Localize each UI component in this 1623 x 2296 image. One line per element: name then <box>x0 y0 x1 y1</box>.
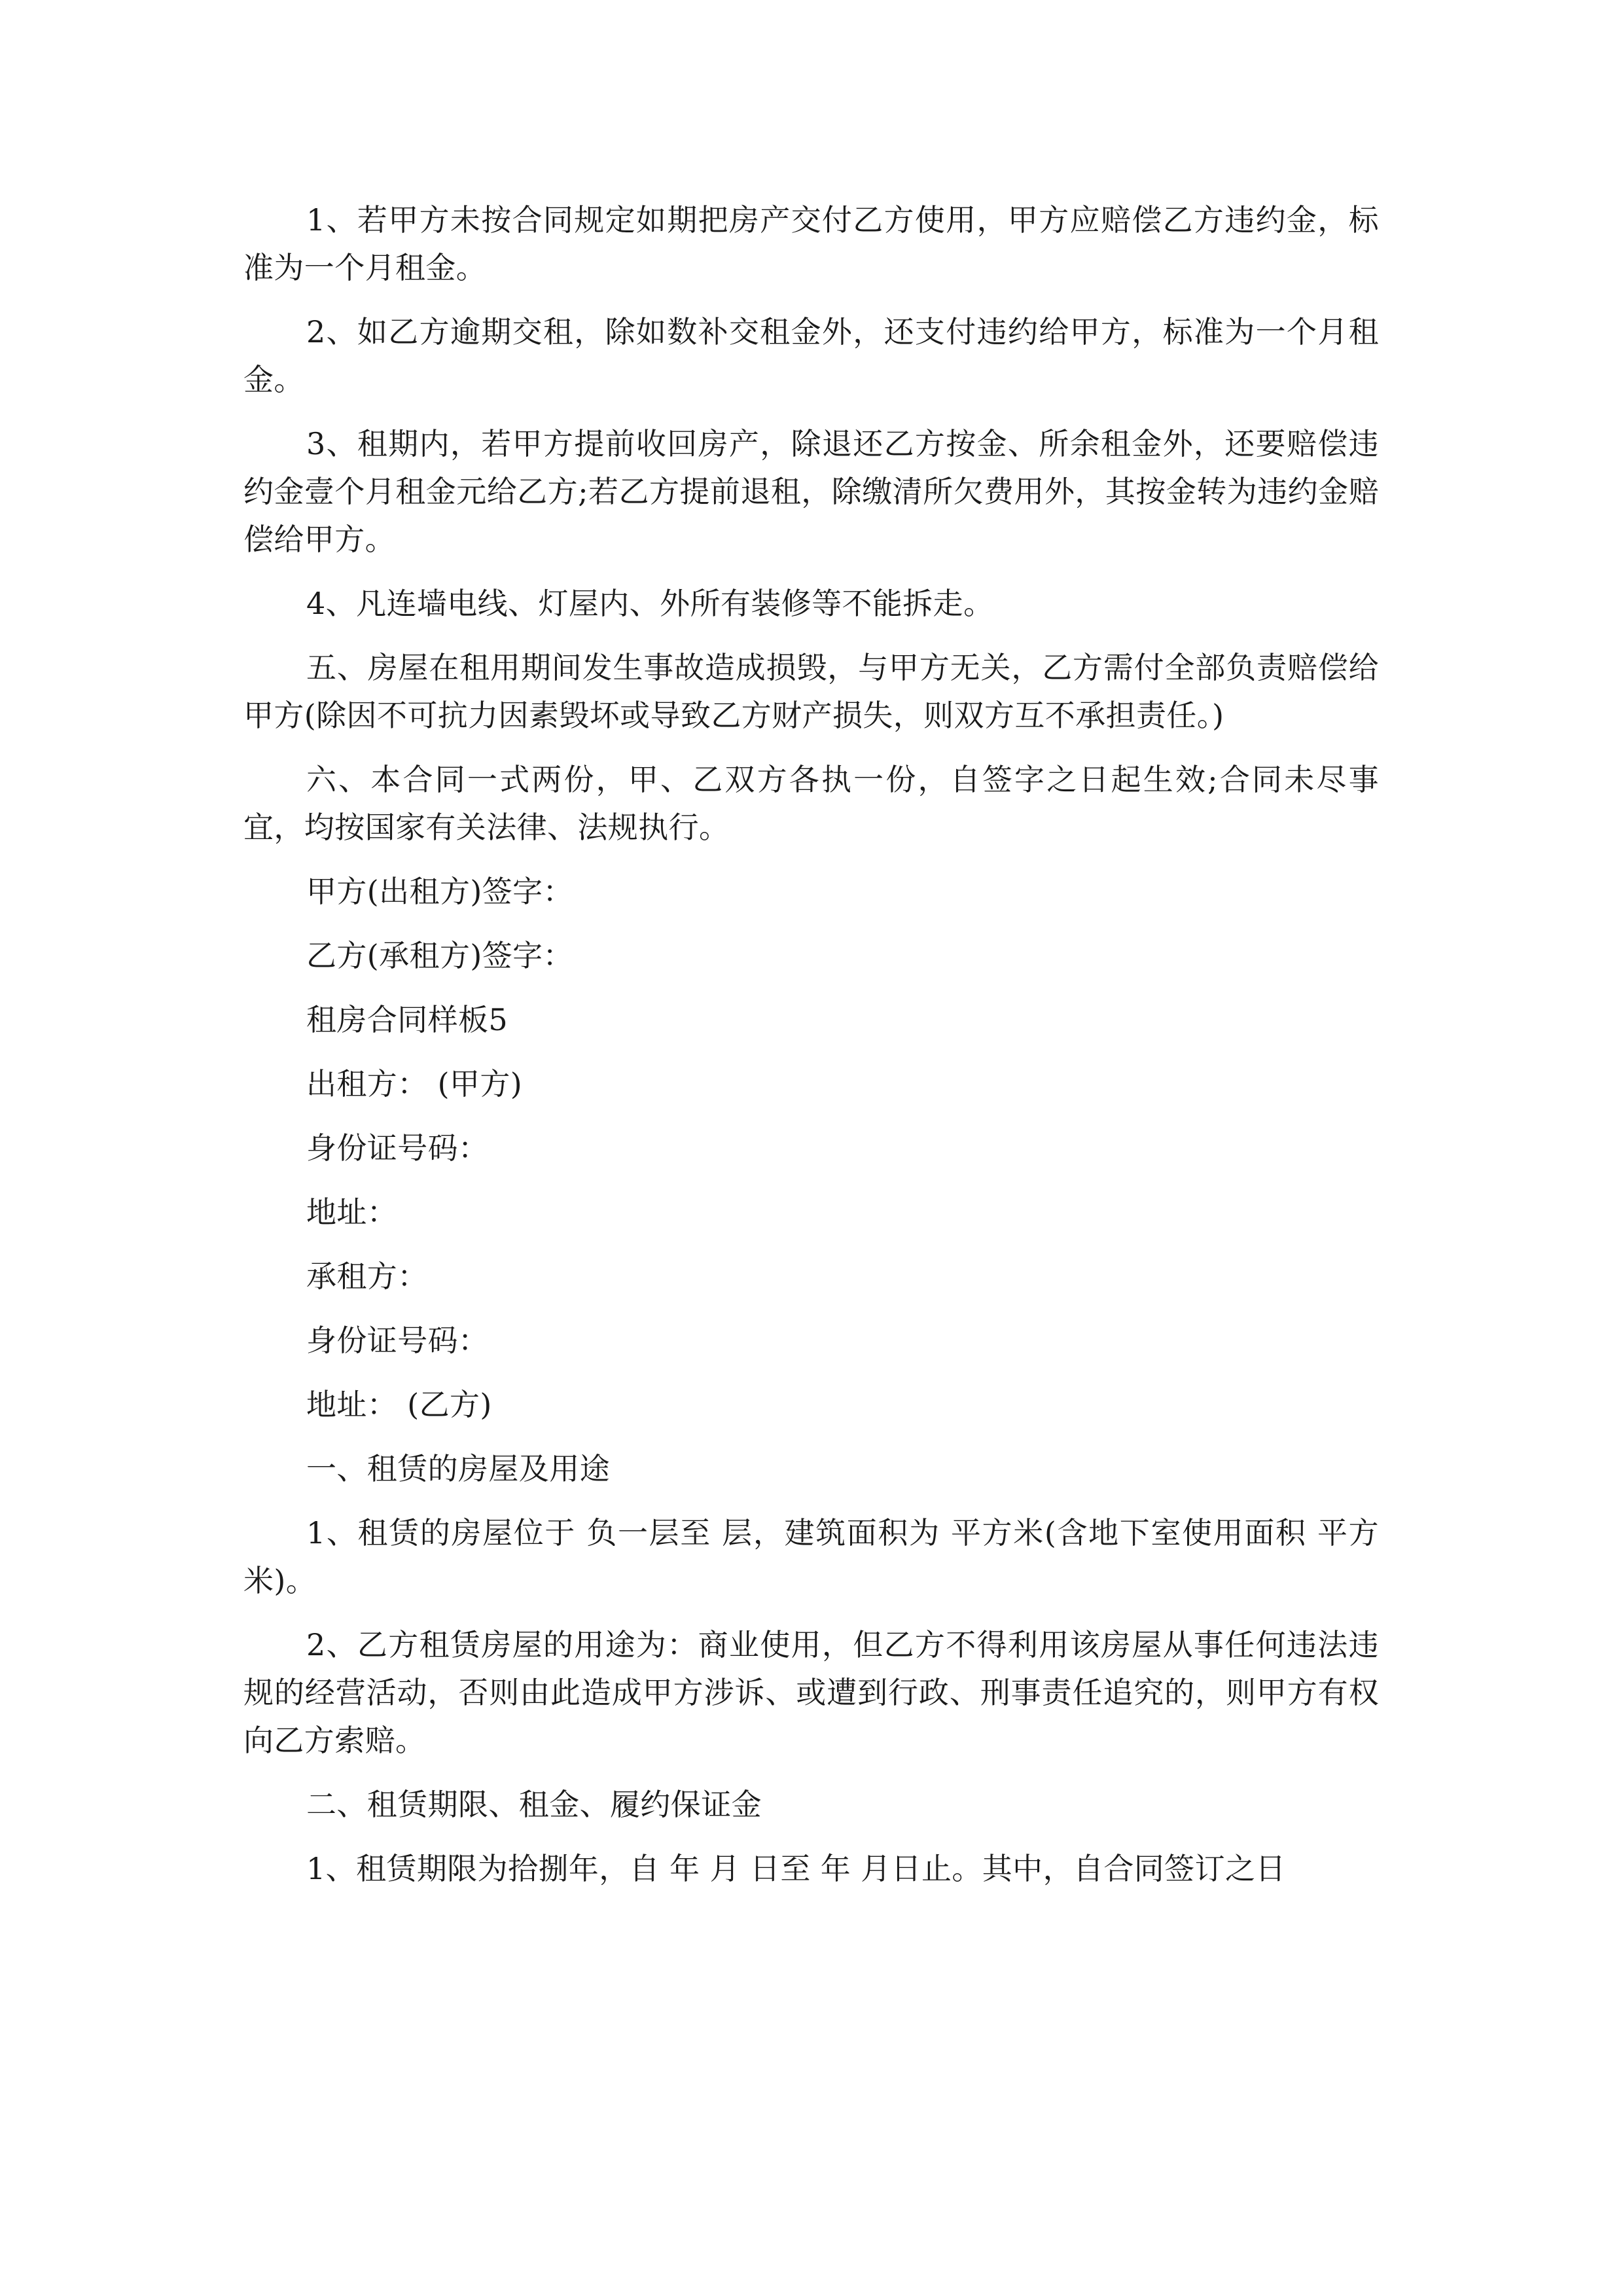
signature-lessor: 甲方(出租方)签字： <box>306 874 573 909</box>
paragraph-4: 4、凡连墙电线、灯屋内、外所有装修等不能拆走。 <box>306 586 994 621</box>
paragraph-3: 3、租期内，若甲方提前收回房产，除退还乙方按金、所余租金外，还要赔偿违约金壹个月租金元给乙方;若乙方提前退租，除缴清所欠费用外，其按金转为违约金赔偿给甲方。 <box>243 426 1379 557</box>
paragraph-1: 1、若甲方未按合同规定如期把房产交付乙方使用，甲方应赔偿乙方违约金，标准为一个月租金。 <box>243 202 1379 285</box>
section-heading-2: 二、租赁期限、租金、履约保证金 <box>306 1787 762 1822</box>
signature-lessee: 乙方(承租方)签字： <box>306 938 573 973</box>
section-heading-1: 一、租赁的房屋及用途 <box>306 1451 610 1486</box>
clause-1-2: 2、乙方租赁房屋的用途为：商业使用，但乙方不得利用该房屋从事任何违法违规的经营活动，否则由此造成甲方涉诉、或遭到行政、刑事责任追究的，则甲方有权向乙方索赔。 <box>243 1627 1379 1758</box>
lessee-id-label: 身份证号码： <box>306 1323 489 1358</box>
lessor-label: 出租方： (甲方) <box>306 1066 523 1102</box>
document-body <box>243 196 1379 1909</box>
lessee-address-label: 地址： (乙方) <box>306 1387 492 1422</box>
paragraph-6: 六、本合同一式两份，甲、乙双方各执一份，自签字之日起生效;合同未尽事宜，均按国家有关法律、法规执行。 <box>243 762 1379 845</box>
lessor-id-label: 身份证号码： <box>306 1130 489 1166</box>
clause-1-1: 1、租赁的房屋位于 负一层至 层，建筑面积为 平方米(含地下室使用面积 平方米)。 <box>243 1515 1379 1598</box>
paragraph-2: 2、如乙方逾期交租，除如数补交租金外，还支付违约给甲方，标准为一个月租金。 <box>243 314 1379 397</box>
lessor-address-label: 地址： <box>306 1194 398 1230</box>
lessee-label: 承租方： <box>306 1259 428 1294</box>
paragraph-5: 五、房屋在租用期间发生事故造成损毁，与甲方无关，乙方需付全部负责赔偿给甲方(除因不可抗力因素毁坏或导致乙方财产损失，则双方互不承担责任。) <box>243 650 1379 733</box>
contract-title: 租房合同样板5 <box>306 1002 508 1037</box>
clause-2-1: 1、租赁期限为拾捌年，自 年 月 日至 年 月日止。其中，自合同签订之日 <box>306 1851 1286 1886</box>
